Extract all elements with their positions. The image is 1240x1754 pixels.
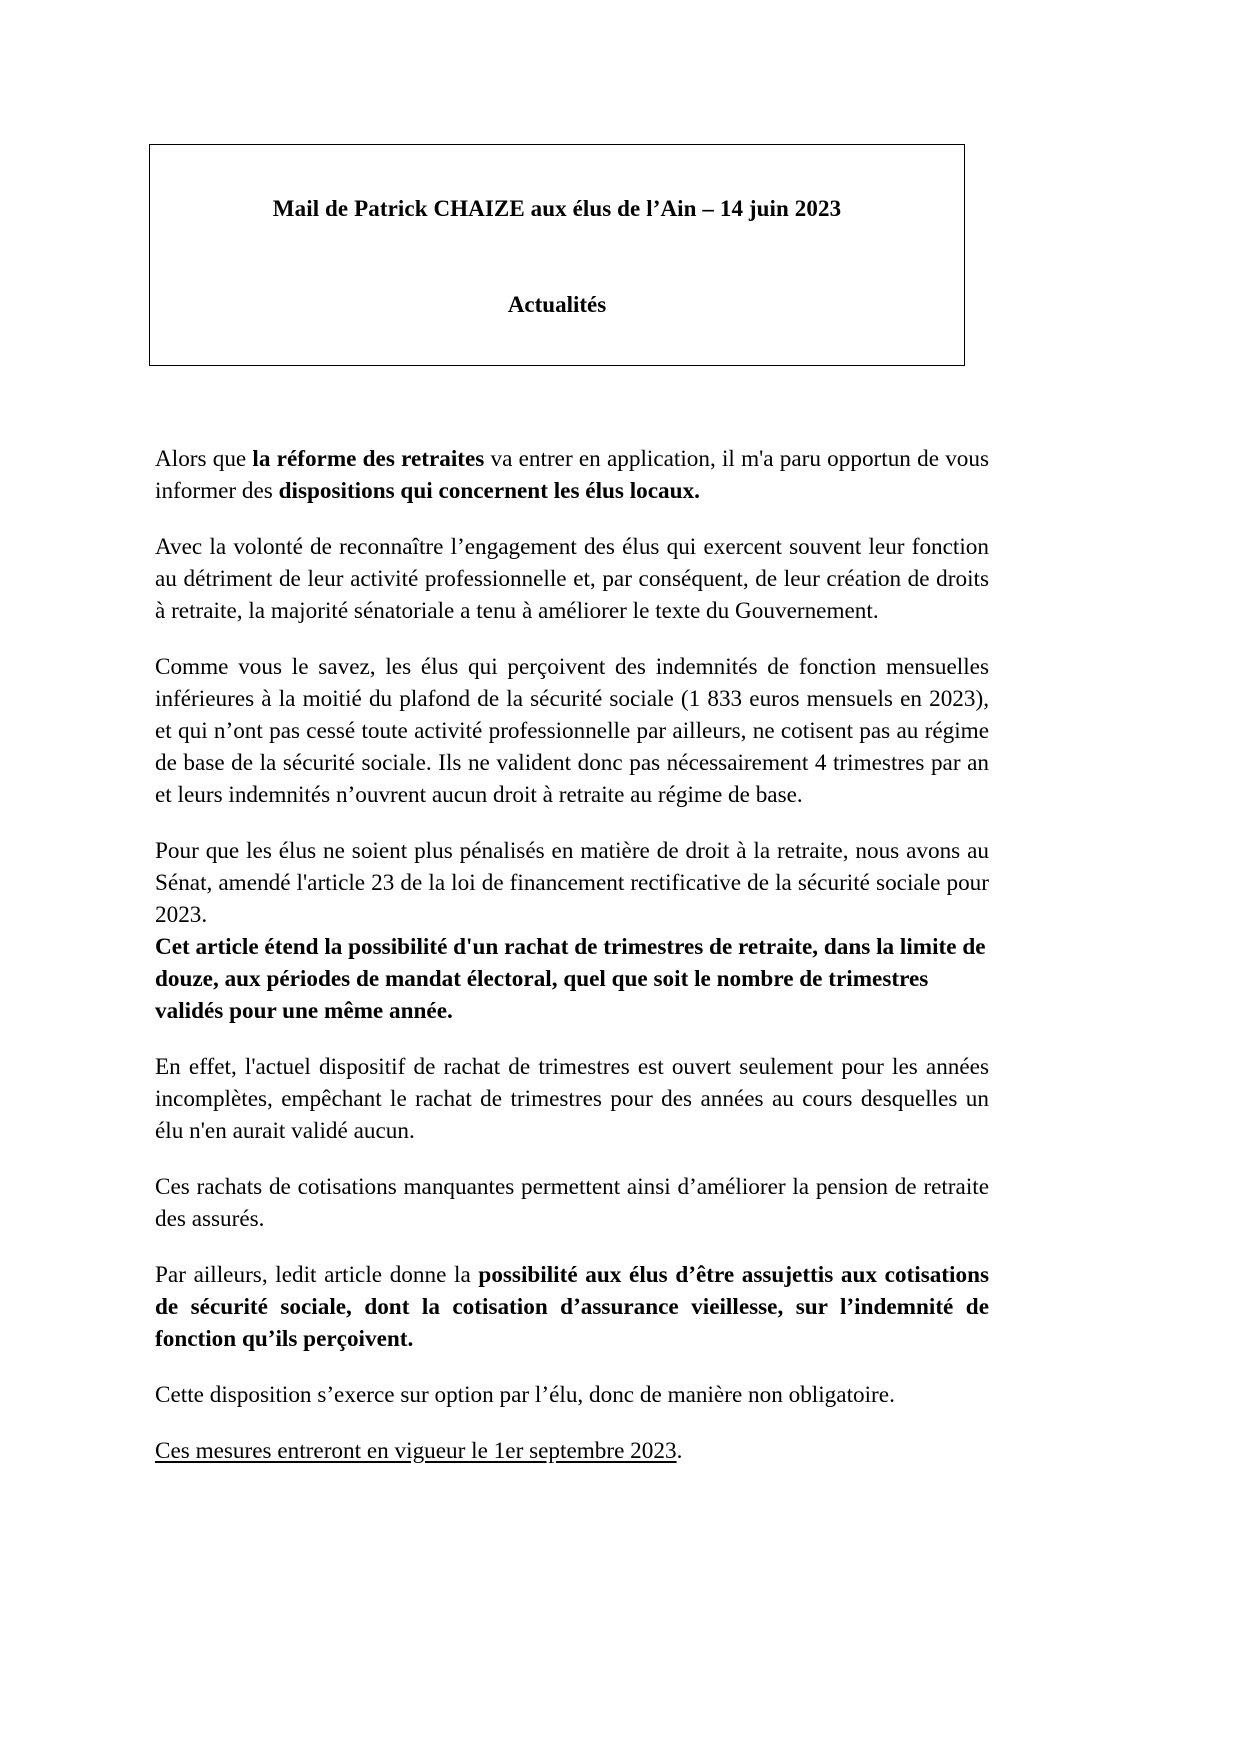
paragraph-7: Ces rachats de cotisations manquantes permettent ainsi d’améliorer la pension de retraite des assurés. [155,1174,989,1232]
paragraph-1-emphasis-a: la réforme des retraites [252,446,485,472]
paragraph-3: Comme vous le savez, les élus qui perçoivent des indemnités de fonction mensuelles inférieures à la moitié du plafond de la sécurité sociale (1 833 euros mensuels en 2023), et qui n’ont pas cessé toute activité professionnelle par ailleurs, ne cotisent pas au régime de base de la sécurité sociale. Ils ne valident donc pas nécessairement 4 trimestres par an et leurs indemnités n’ouvrent aucun droit à retraite au régime de base. [155,654,989,808]
paragraph-10 [155,1435,989,1467]
paragraph-1-text-a: Alors que [155,446,253,472]
paragraph-9: Cette disposition s’exerce sur option par l’élu, donc de manière non obligatoire. [155,1382,895,1408]
paragraph-1-emphasis-b: dispositions qui concernent les élus locaux. [278,478,700,504]
paragraph-1 [155,443,989,507]
paragraph-5-bold: Cet article étend la possibilité d'un rachat de trimestres de retraite, dans la limite de douze, aux périodes de mandat électoral, quel que soit le nombre de trimestres validés pour une même année. [155,934,986,1024]
paragraph-8-text: Par ailleurs, ledit article donne la [155,1262,479,1288]
header-subtitle: Actualités [507,292,607,317]
document-body [155,443,989,1467]
paragraph-1-text-b: va entrer en application, il m'a paru opportun de vous informer des [155,446,989,504]
paragraph-8-emphasis: possibilité aux élus d’être assujettis aux cotisations de sécurité sociale, dont la cotisation d’assurance vieillesse, sur l’indemnité de fonction qu’ils perçoivent. [155,1262,989,1352]
paragraph-10-underlined: Ces mesures entreront en vigueur le 1er septembre 2023 [155,1438,677,1464]
paragraph-8 [155,1259,989,1355]
paragraph-4: Pour que les élus ne soient plus pénalisés en matière de droit à la retraite, nous avons au Sénat, amendé l'article 23 de la loi de financement rectificative de la sécurité sociale pour 2023. [155,838,989,928]
paragraph-2: Avec la volonté de reconnaître l’engagement des élus qui exercent souvent leur fonction au détriment de leur activité professionnelle et, par conséquent, de leur création de droits à retraite, la majorité sénatoriale a tenu à améliorer le texte du Gouvernement. [155,534,989,624]
page-title: Mail de Patrick CHAIZE aux élus de l’Ain – 14 juin 2023 [272,196,842,221]
header-box [149,144,965,366]
paragraph-10-tail: . [676,1438,683,1464]
paragraph-6: En effet, l'actuel dispositif de rachat de trimestres est ouvert seulement pour les années incomplètes, empêchant le rachat de trimestres pour des années au cours desquelles un élu n'en aurait validé aucun. [155,1054,989,1144]
